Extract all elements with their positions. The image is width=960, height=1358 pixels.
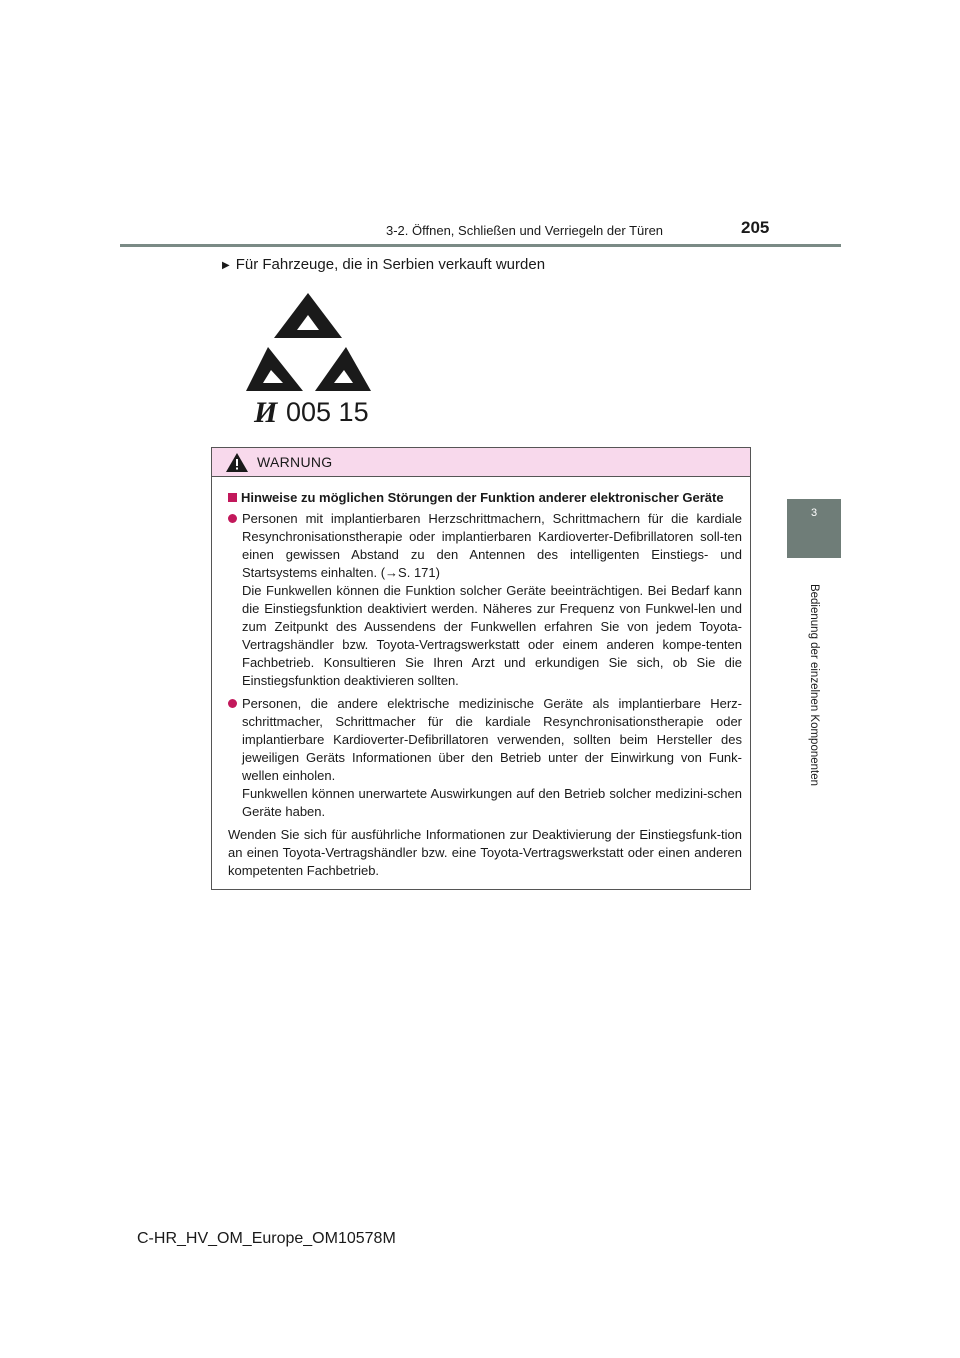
header-divider [120,244,841,247]
warning-heading [228,489,742,507]
warning-triangle-icon [226,453,248,472]
square-bullet-icon [228,493,237,502]
chapter-tab [787,499,841,558]
list-item-paragraph: Funkwellen können unerwartete Auswirkungen auf den Betrieb solcher medizini-schen Geräte haben. [242,786,742,819]
circle-bullet-icon [228,514,237,523]
warning-body [228,489,742,880]
warning-header [212,448,750,477]
triangle-right-icon [315,347,371,391]
circle-bullet-icon [228,699,237,708]
approval-mark [238,290,378,430]
chapter-title-vertical [787,570,841,800]
list-item [228,695,742,821]
chapter-title: Bedienung der einzelnen Komponenten [808,583,820,787]
warning-title: WARNUNG [257,454,333,470]
list-item [228,510,742,690]
triangle-bullet-icon: ▶ [222,260,230,271]
closing-paragraph: Wenden Sie sich für ausführliche Informationen zur Deaktivierung der Einstiegsfunk-tion an einen Toyota-Vertragshändler bzw. eine Toyota-Vertragswerkstatt oder einen anderen kompetenten Fachbetrieb. [228,827,742,878]
list-item-paragraph: Personen mit implantierbaren Herzschrittmachern, Schrittmachern für die kardiale Resynchronisationstherapie oder implantierbaren Kardioverter-Defibrillatoren soll-ten einen gewissen Abstand zu den Antennen des intelligenten Einstiegs- und Startsystems einhalten. (→S. 171) [242,511,742,580]
document-code: C-HR_HV_OM_Europe_OM10578M [137,1230,396,1247]
subheading [222,256,545,273]
list-item-paragraph: Personen, die andere elektrische medizinische Geräte als implantierbare Herz-schrittmacher, Schrittmacher für die kardiale Resynchronisationstherapie oder implantierbare Kardioverter-Defibrillatoren verwenden, sollten beim Hersteller des jeweiligen Geräts Informationen über den Betrieb unter der Einwirkung von Funk-wellen einholen. [242,696,742,783]
section-title: 3-2. Öffnen, Schließen und Verriegeln der Türen [386,223,664,238]
subheading-text: Für Fahrzeuge, die in Serbien verkauft wurden [235,256,546,273]
approval-letter: И [254,396,278,429]
triangle-top-icon [274,293,342,338]
warning-box [211,447,751,890]
approval-code: 005 15 [286,397,369,427]
list-item-paragraph: Die Funkwellen können die Funktion solcher Geräte beeinträchtigen. Bei Bedarf kann die Einstiegsfunktion deaktiviert werden. Näheres zur Frequenz von Funkwel-len und zum Zeitpunkt des Aussendens der Funkwellen erfahren Sie von jedem Toyota-Vertragshändler bzw. Toyota-Vertragswerkstatt oder einem anderen kompe-tenten Fachbetrieb. Konsultieren Sie Ihren Arzt und erkundigen Sie sich, ob Sie die Einstiegsfunktion deaktivieren sollten. [242,583,742,688]
triangle-left-icon [246,347,303,391]
page-number: 205 [741,218,770,237]
chapter-number: 3 [810,507,818,519]
warning-heading-text: Hinweise zu möglichen Störungen der Funktion anderer elektronischer Geräte [241,490,724,505]
